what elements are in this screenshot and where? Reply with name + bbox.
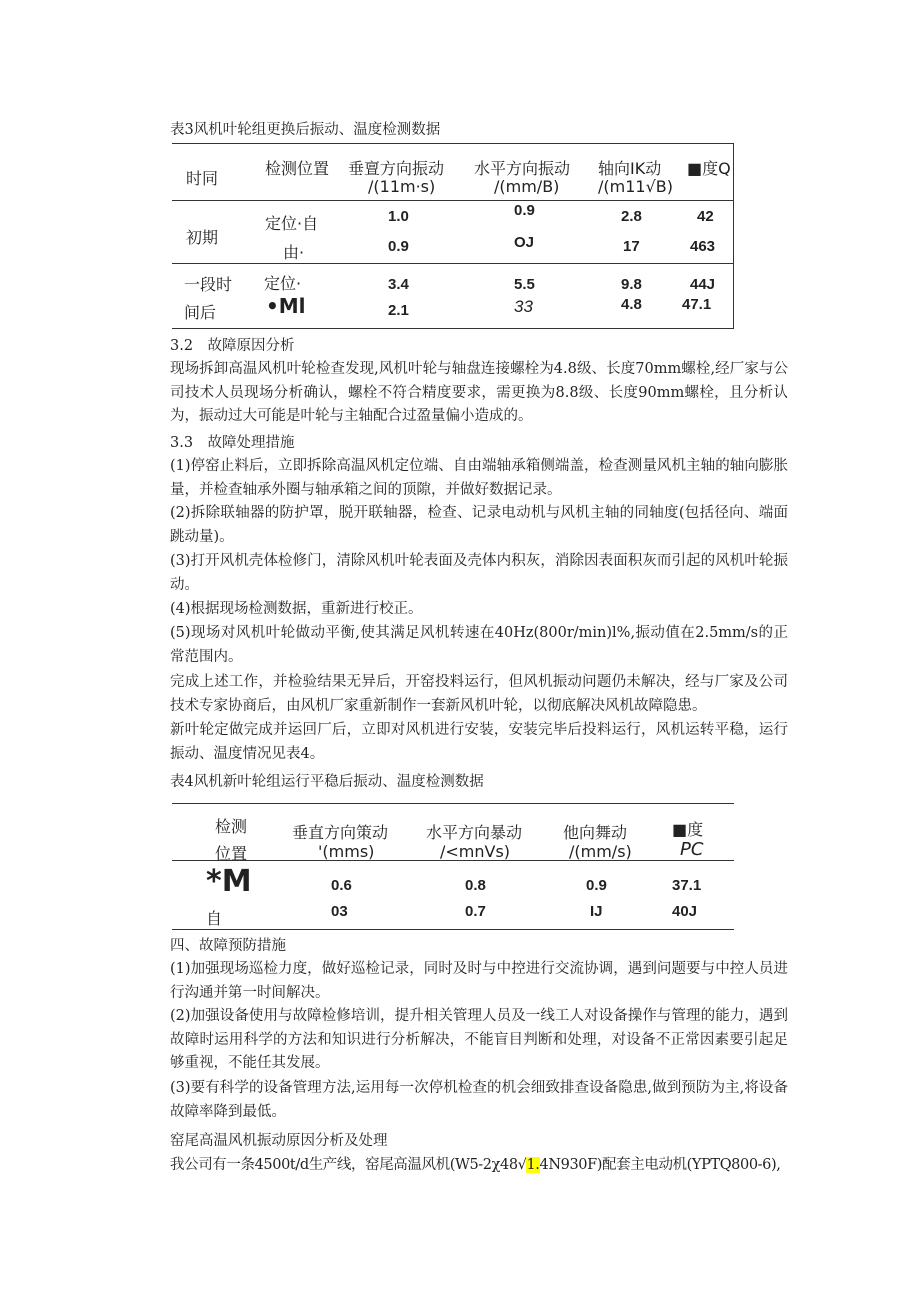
t3-g1-time: 初期: [186, 228, 219, 247]
t3-g2-r1-axial: 9.8: [621, 276, 642, 293]
t4-header-position: 检测: [215, 817, 248, 836]
t3-g2-time2: 间后: [184, 303, 217, 322]
t4-header-vertical-unit: '(mms): [318, 842, 375, 861]
table3-top-rule: [172, 143, 734, 144]
measure-2: (2)拆除联轴器的防护罩，脱开联轴器，检查、记录电动机与风机主轴的同轴度(包括径向、端面跳动量)。: [170, 505, 788, 545]
t3-header-axial-unit: /(m11√B): [598, 177, 673, 196]
table4-bottom-rule: [172, 929, 734, 930]
t3-g2-r2-axial: 4.8: [621, 296, 642, 313]
prevention-1: (1)加强现场巡检力度，做好巡检记录，同时及时与中控进行交流协调，遇到问题要与中控人员进行沟通并第一时间解决。: [170, 961, 788, 1001]
t3-g2-pos1: 定位·: [264, 274, 302, 293]
t4-header-horizontal: 水平方向暴动: [426, 823, 523, 842]
t3-header-horizontal-unit: /(mm/B): [494, 177, 560, 196]
t4-header-axial: 他向舞动: [563, 823, 628, 842]
table4-top-rule: [172, 803, 734, 804]
t3-g2-r2-vertical: 2.1: [388, 302, 409, 319]
t3-header-position: 检测位置: [265, 159, 330, 178]
paragraph-new-impeller: 新叶轮定做完成并运回厂后，立即对风机进行安装，安装完毕后投料运行，风机运转平稳，运行振动、温度情况见表4。: [170, 722, 788, 762]
t3-header-vertical: 垂亶方向振动: [348, 159, 445, 178]
t3-g2-r2-horizontal: 33: [514, 297, 533, 316]
table4-caption: 表4风机新叶轮组运行平稳后振动、温度检测数据: [170, 774, 484, 790]
last-line-after: 4N930F)配套主电动机(YPTQ800-6),: [539, 1157, 781, 1173]
last-line-highlight: 1.: [526, 1157, 540, 1173]
t3-g2-r1-vertical: 3.4: [388, 276, 409, 293]
prevention-3: (3)要有科学的设备管理方法,运用每一次停机检查的机会细致排查设备隐患,做到预防为主,将设备故障率降到最低。: [170, 1080, 788, 1120]
t4-header-temp-unit: PC: [680, 839, 704, 860]
t3-g2-r1-temp: 44J: [690, 276, 716, 293]
t4-r1-temp: 37.1: [672, 877, 702, 894]
t4-r1-horizontal: 0.8: [465, 877, 486, 894]
t3-g1-pos1: 定位·自: [265, 214, 319, 233]
t4-r2-axial: IJ: [590, 903, 603, 920]
t3-g1-r2-axial: 17: [623, 238, 640, 255]
t3-g1-r2-vertical: 0.9: [388, 238, 409, 255]
t3-g1-r1-horizontal: 0.9: [514, 202, 535, 219]
last-line: [170, 1153, 790, 1174]
t3-header-time: 时同: [186, 169, 219, 188]
t3-g1-r1-temp: 42: [697, 208, 714, 225]
next-article-title: 窑尾高温风机振动原因分析及处理: [170, 1133, 388, 1149]
t3-g2-pos2: •Ml: [266, 294, 306, 318]
paragraph-completion: 完成上述工作，并检验结果无异后，开窑投料运行，但风机振动问题仍未解决，经与厂家及公司技术专家协商后，由风机厂家重新制作一套新风机叶轮，以彻底解决风机故障隐患。: [170, 674, 788, 714]
t4-r2-position: 自: [206, 909, 223, 928]
t3-header-vertical-unit: /(11m·s): [368, 177, 436, 196]
t3-header-temp: ■度Q: [687, 159, 731, 178]
table3-group-rule: [172, 263, 734, 264]
t4-header-axial-unit: /(mm/s): [569, 842, 632, 861]
prevention-2: (2)加强设备使用与故障检修培训，提升相关管理人员及一线工人对设备操作与管理的能力，遇到故障时运用科学的方法和知识进行分析解决，不能盲目判断和处理，对设备不正常因素要引起足够重视，不能任其发展。: [170, 1008, 788, 1071]
t3-g2-r1-horizontal: 5.5: [514, 276, 535, 293]
t3-header-axial: 轴向IK动: [598, 159, 662, 178]
section-3-2-title: 3.2 故障原因分析: [170, 338, 295, 354]
section-3-3-title: 3.3 故障处理措施: [170, 435, 295, 451]
t3-g2-time1: 一段时: [184, 275, 233, 294]
t3-g1-r1-axial: 2.8: [621, 208, 642, 225]
t3-g1-r2-horizontal: OJ: [514, 234, 535, 251]
last-line-before: 我公司有一条4500t/d生产线，窑尾高温风机(W5-2χ48√: [170, 1157, 527, 1173]
table3-bottom-rule: [172, 328, 734, 329]
t3-g2-r2-temp: 47.1: [682, 296, 712, 313]
t4-r1-axial: 0.9: [586, 877, 607, 894]
measure-4: (4)根据现场检测数据，重新进行校正。: [170, 601, 423, 617]
t4-r2-horizontal: 0.7: [465, 903, 486, 920]
t3-g1-pos2: 由·: [283, 243, 305, 262]
section-4-title: 四、故障预防措施: [170, 938, 286, 954]
table3-right-border: [733, 143, 734, 329]
t4-header-horizontal-unit: /<mnVs): [440, 842, 511, 861]
table3-caption: 表3风机叶轮组更换后振动、温度检测数据: [170, 122, 441, 138]
section-3-2-paragraph: 现场拆卸高温风机叶轮检查发现,风机叶轮与轴盘连接螺栓为4.8级、长度70mm螺栓,经厂家与公司技术人员现场分析确认，螺栓不符合精度要求，需更换为8.8级、长度90mm螺栓，且分析认为，振动过大可能是叶轮与主轴配合过盈量偏小造成的。: [170, 361, 788, 424]
table3-header-rule: [172, 200, 734, 201]
measure-3: (3)打开风机壳体检修门，清除风机叶轮表面及壳体内积灰，消除因表面积灰而引起的风机叶轮振动。: [170, 553, 788, 593]
t4-r2-temp: 40J: [672, 903, 698, 920]
t4-r1-position: *M: [206, 864, 252, 899]
t4-r2-vertical: 03: [331, 903, 348, 920]
t4-header-position-2: 位置: [215, 844, 248, 863]
t4-r1-vertical: 0.6: [331, 877, 352, 894]
t4-header-vertical: 垂直方向策动: [292, 823, 389, 842]
measure-1: (1)停窑止料后，立即拆除高温风机定位端、自由端轴承箱侧端盖，检查测量风机主轴的轴向膨胀量，并检查轴承外圈与轴承箱之间的顶隙，并做好数据记录。: [170, 458, 788, 498]
measure-5: (5)现场对风机叶轮做动平衡,使其满足风机转速在40Hz(800r/min)l%,振动值在2.5mm/s的正常范围内。: [170, 625, 788, 665]
t4-header-temp: ■度: [672, 820, 704, 839]
t3-header-horizontal: 水平方向振动: [474, 159, 571, 178]
t3-g1-r1-vertical: 1.0: [388, 208, 409, 225]
t3-g1-r2-temp: 463: [690, 238, 716, 255]
